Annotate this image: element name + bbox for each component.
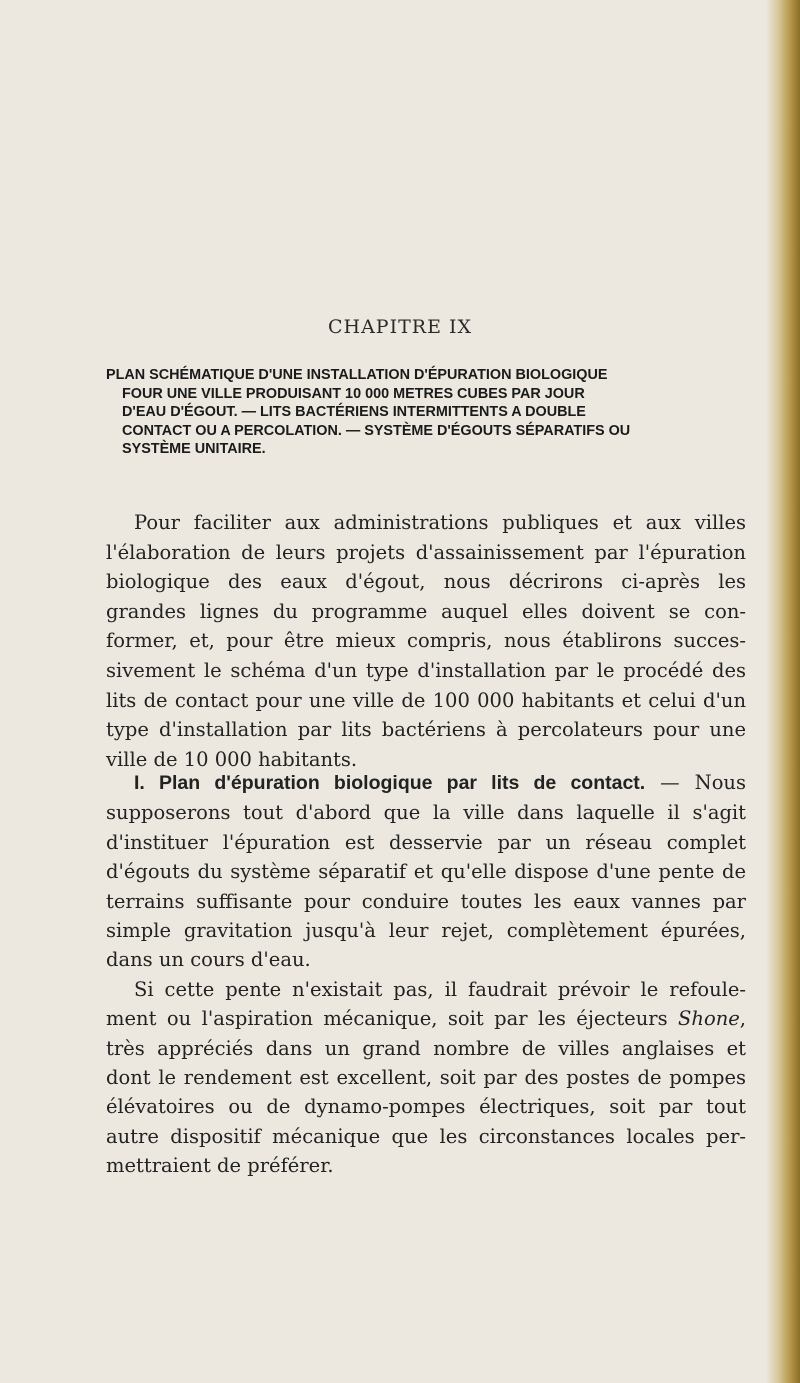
text-line: dont le rendement est excellent, soit par des postes de pompes [106, 1066, 746, 1090]
text-line: type d'installation par lits bactériens à percolateurs pour une [106, 718, 746, 742]
section-title: I. Plan d'épuration biologique par lits de contact. [134, 772, 646, 794]
text-fragment: , [739, 1007, 746, 1031]
chapter-summary [106, 366, 736, 459]
text-line: simple gravitation jusqu'à leur rejet, complètement épurées, [106, 919, 746, 943]
text-line: terrains suffisante pour conduire toutes les eaux vannes par [106, 889, 746, 913]
text-line: grandes lignes du programme auquel elles doivent se con- [106, 599, 746, 623]
text-line: ville de 10 000 habitants. [106, 747, 358, 771]
text-line: l'élaboration de leurs projets d'assainissement par l'épuration [106, 540, 746, 564]
intro-paragraph [106, 508, 746, 774]
text-fragment: ment ou l'aspiration mécanique, soit par les éjecteurs [106, 1007, 679, 1031]
text-line: sivement le schéma d'un type d'installation par le procédé des [106, 658, 746, 682]
text-line [106, 1004, 746, 1033]
text-line: Pour faciliter aux administrations publiques et aux villes [134, 511, 746, 534]
text-line: d'instituer l'épuration est desservie par un réseau complet [106, 830, 746, 854]
summary-line: D'EAU D'ÉGOUT. — LITS BACTÉRIENS INTERMITTENTS A DOUBLE [122, 404, 586, 421]
text-line: très appréciés dans un grand nombre de villes anglaises et [106, 1036, 746, 1060]
text-line: autre dispositif mécanique que les circonstances locales per- [106, 1124, 746, 1148]
section-one [106, 768, 746, 1181]
section-first-line-rest: — Nous [645, 771, 746, 794]
italic-term: Shone [678, 1007, 740, 1031]
text-line: dans un cours d'eau. [106, 948, 311, 972]
summary-line: CONTACT OU A PERCOLATION. — SYSTÈME D'ÉGOUTS SÉPARATIFS OU [122, 422, 631, 439]
text-line: biologique des eaux d'égout, nous décrirons ci-après les [106, 570, 746, 594]
text-line: supposerons tout d'abord que la ville dans laquelle il s'agit [106, 801, 746, 825]
summary-line: FOUR UNE VILLE PRODUISANT 10 000 METRES CUBES PAR JOUR [122, 385, 585, 402]
text-line: former, et, pour être mieux compris, nous établirons succes- [106, 629, 746, 653]
text-line: mettraient de préférer. [106, 1154, 334, 1178]
chapter-title: CHAPITRE IX [327, 316, 473, 338]
section-first-line [106, 768, 746, 798]
text-line: élévatoires ou de dynamo-pompes électriques, soit par tout [106, 1095, 746, 1119]
page-edge-shadow [766, 0, 800, 1383]
text-line: lits de contact pour une ville de 100 000 habitants et celui d'un [106, 688, 746, 712]
text-line: d'égouts du système séparatif et qu'elle dispose d'une pente de [106, 860, 746, 884]
text-line: Si cette pente n'existait pas, il faudrait prévoir le refoule- [134, 977, 746, 1001]
summary-line: SYSTÈME UNITAIRE. [122, 441, 266, 458]
summary-line: PLAN SCHÉMATIQUE D'UNE INSTALLATION D'ÉPURATION BIOLOGIQUE [106, 367, 608, 383]
